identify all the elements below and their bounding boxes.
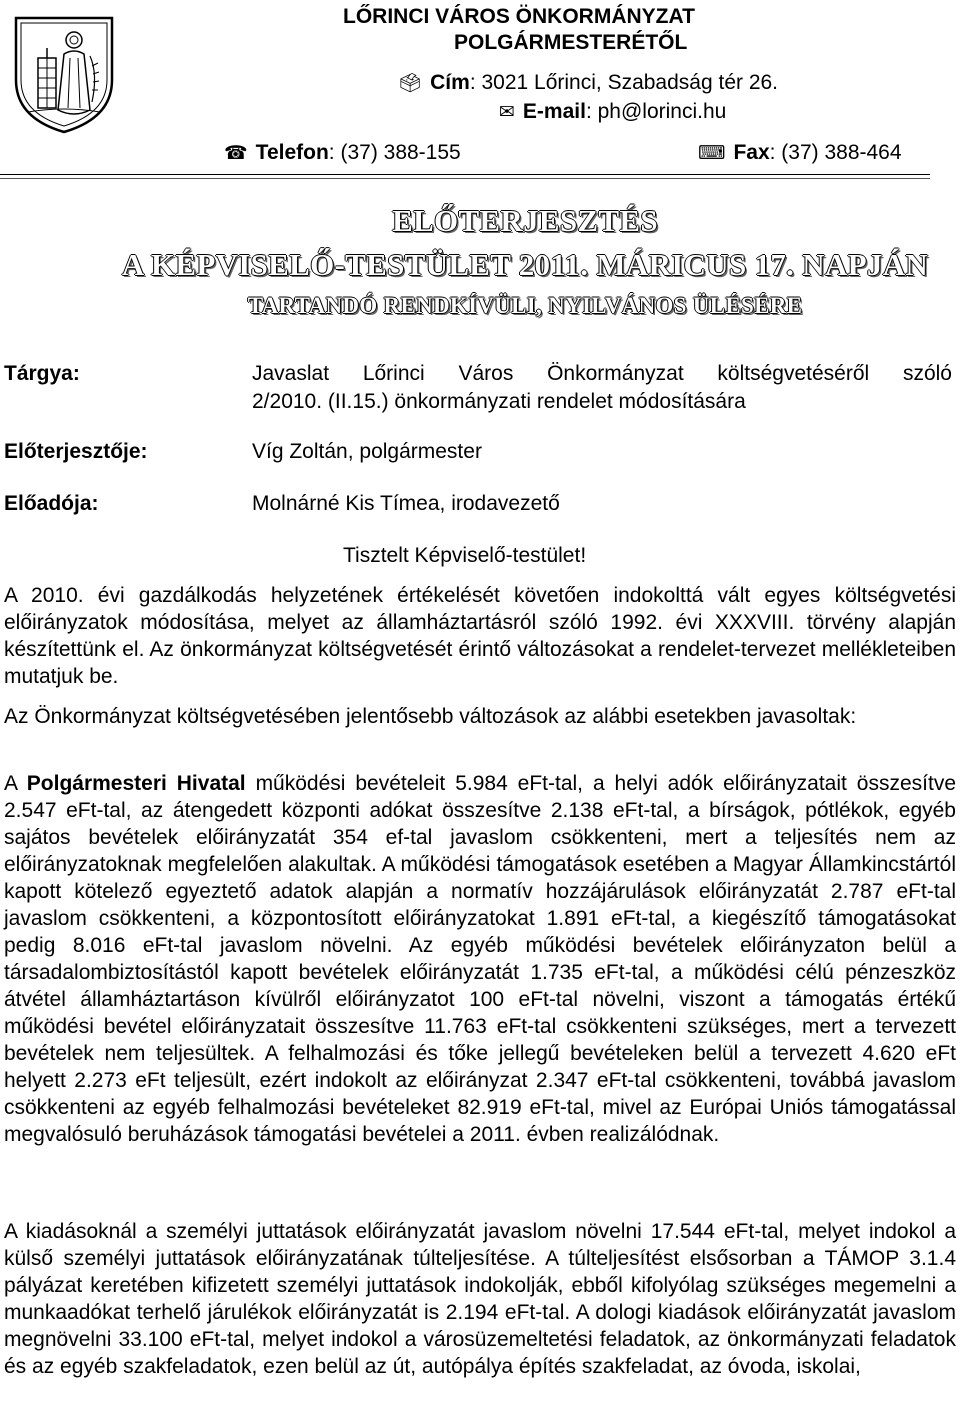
office-name: Polgármesteri Hivatal	[26, 772, 246, 795]
org-name: LŐRINCI VÁROS ÖNKORMÁNYZAT	[343, 5, 695, 28]
crest-icon	[12, 14, 116, 136]
org-subtitle: POLGÁRMESTERÉTŐL	[454, 31, 688, 54]
paragraph-3-prefix: A	[4, 772, 27, 795]
document-title-line2: A KÉPVISELŐ-TESTÜLET 2011. MÁRICUS 17. NAPJÁN	[121, 247, 929, 282]
presenter-label: Előterjesztője:	[4, 440, 148, 463]
phone-label: Telefon	[255, 141, 329, 164]
mailbox-icon: 🗳	[398, 72, 423, 94]
subject-value-line1: Javaslat Lőrinci Város Önkormányzat költségvetéséről szóló	[252, 362, 952, 385]
paragraph-3	[4, 770, 956, 1148]
fax-label: Fax	[733, 141, 770, 164]
phone-line	[224, 140, 461, 166]
header-divider	[0, 174, 930, 175]
paragraph-3-text: működési bevételeit 5.984 eFt-tal, a helyi adók előirányzatait összesítve 2.547 eFt-tal, az átengedett központi adókat összesítve 2.138 eFt-tal, a bírságok, pótlékok, egyéb sajátos bevételek előirányzatát 354 ef-tal javaslom csökkenteni, mert a teljesítés nem az előirányzatoknak megfelelően alakultak. A működési támogatások esetében a Magyar Államkincstártól kapott kötelező egyeztető adatok alapján a normatív hozzájárulások előirányzatát 2.787 eFt-tal javaslom csökkenteni, a központosított előirányzatokat 1.891 eFt-tal, a kiegészítő támogatásokat pedig 8.016 eFt-tal javaslom növelni. Az egyéb működési bevételek előirányzaton belül a társadalombiztosítástól kapott bevételek előirányzatát 1.735 eFt-tal, a működési célú pénzeszköz átvétel államháztartáson kívülről előirányzatot 100 eFt-tal növelni, viszont a támogatás értékű működési bevétel előirányzatait összesítve 11.763 eFt-tal csökkenteni szükséges, mert a tervezett bevételek nem teljesültek. A felhalmozási és tőke jellegű bevételeken belül a tervezett 4.620 eFt helyett 2.273 eFt teljesült, ezért indokolt az előirányzat 2.347 eFt-tal csökkenteni, továbbá javaslom csökkenteni az egyéb felhalmozási bevételeket 82.919 eFt-tal, mivel az Európai Uniós támogatással megvalósuló beruházások támogatási bevételei a 2011. évben realizálódnak.	[4, 772, 956, 1146]
telephone-icon: ☎	[224, 142, 248, 164]
presenter-value: Víg Zoltán, polgármester	[252, 440, 482, 463]
fax-value: : (37) 388-464	[769, 141, 902, 164]
document-title-line3: TARTANDÓ RENDKÍVÜLI, NYILVÁNOS ÜLÉSÉRE	[247, 293, 803, 318]
paragraph-2: Az Önkormányzat költségvetésében jelentősebb változások az alábbi esetekben javasoltak:	[4, 705, 857, 728]
subject-value	[252, 360, 952, 416]
phone-value: : (37) 388-155	[328, 141, 461, 164]
email-label: E-mail	[522, 100, 586, 123]
address-label: Cím	[430, 71, 470, 94]
speaker-label: Előadója:	[4, 492, 99, 515]
fax-line	[698, 140, 902, 166]
address-line	[398, 70, 778, 96]
subject-value-line2: 2/2010. (II.15.) önkormányzati rendelet módosítására	[252, 390, 746, 413]
email-line	[499, 99, 726, 125]
email-value: : ph@lorinci.hu	[585, 100, 727, 123]
envelope-icon: ✉	[499, 101, 515, 123]
subject-label: Tárgya:	[4, 362, 80, 385]
document-title: ELŐTERJESZTÉS	[392, 203, 658, 238]
paragraph-4: A kiadásoknál a személyi juttatások előirányzatát javaslom növelni 17.544 eFt-tal, melyet indokol a külső személyi juttatások előirányzatának túlteljesítése. A túlteljesítést elsősorban a TÁMOP 3.1.4 pályázat keretében kifizetett személyi juttatások indokolják, ebből kifolyólag szükséges megemelni a munkaadókat terhelő járulékok előirányzatát is 2.194 eFt-tal. A dologi kiadások előirányzatát javaslom megnövelni 33.100 eFt-tal, melyet indokol a városüzemeltetési feladatok, az önkormányzati feladatok és az egyéb szakfeladatok, ezen belül az út, autópálya építés szakfeladat, az óvoda, iskolai,	[4, 1220, 956, 1378]
address-value: : 3021 Lőrinci, Szabadság tér 26.	[469, 71, 779, 94]
paragraph-1: A 2010. évi gazdálkodás helyzetének értékelését követően indokolttá vált egyes költségvetési előirányzatok módosítása, melyet az államháztartásról szóló 1992. évi XXXVIII. törvény alapján készítettünk el. Az önkormányzat költségvetését érintő változásokat a rendelet-tervezet mellékleteiben mutatjuk be.	[4, 584, 956, 688]
header-divider-secondary	[0, 178, 930, 179]
fax-icon: ⌨	[698, 142, 726, 164]
speaker-value: Molnárné Kis Tímea, irodavezető	[252, 492, 560, 515]
salutation: Tisztelt Képviselő-testület!	[343, 544, 587, 567]
